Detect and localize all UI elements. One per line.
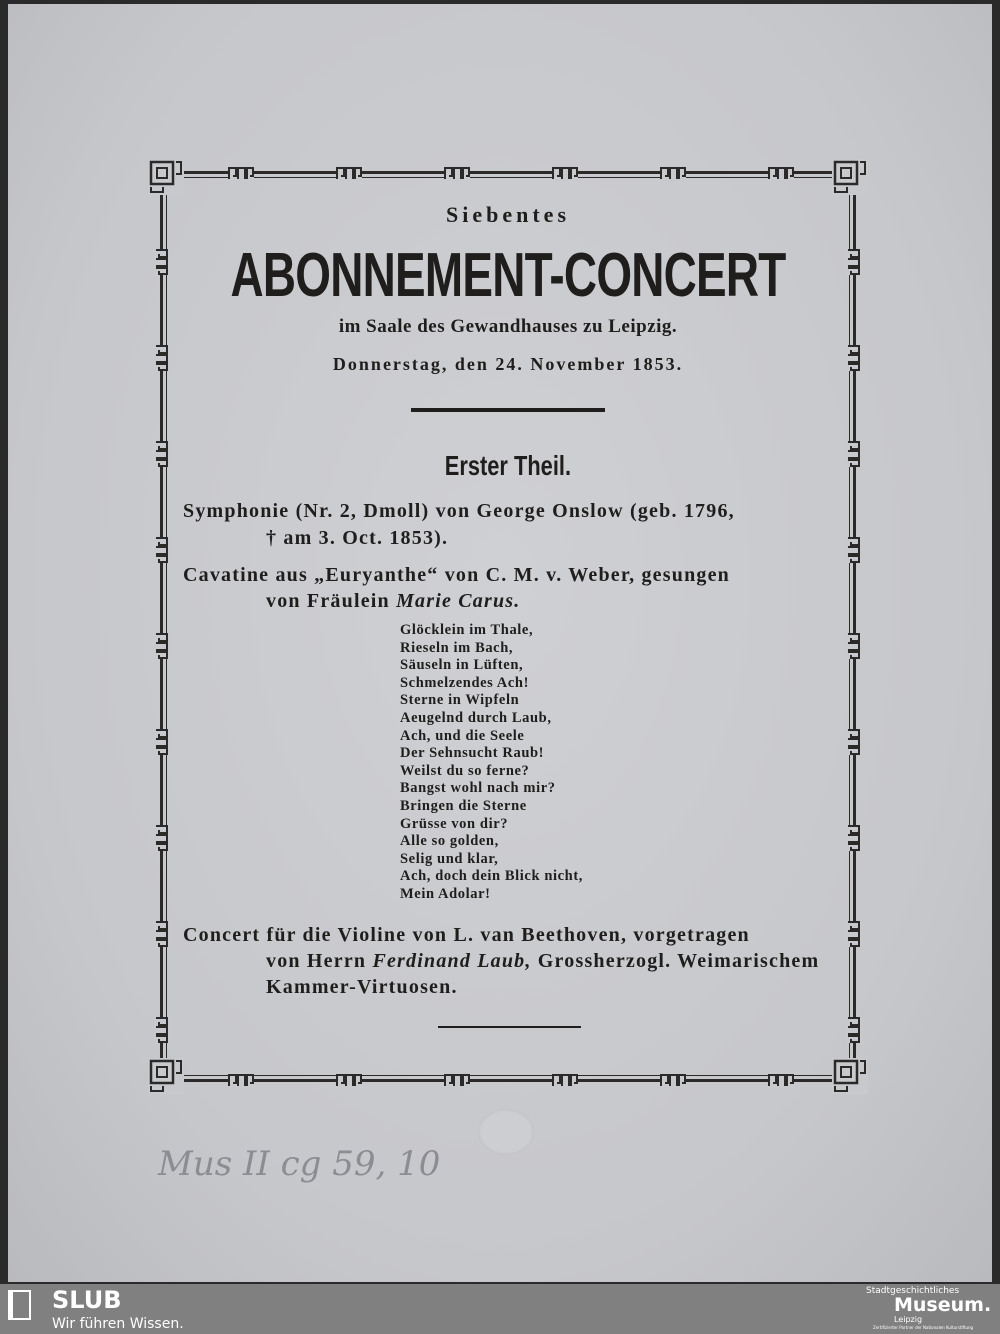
border-ornament-icon (846, 1017, 862, 1043)
poem-line: Bangst wohl nach mir? (400, 780, 556, 797)
poem-line: Alle so golden, (400, 833, 499, 850)
poem-line: Bringen die Sterne (400, 797, 527, 814)
border-ornament-icon (444, 165, 470, 181)
poem-line: Rieseln im Bach, (400, 639, 514, 656)
border-ornament-icon (154, 537, 170, 563)
slub-tagline: Wir führen Wissen. (52, 1316, 184, 1332)
border-ornament-icon (846, 633, 862, 659)
poem-line: Selig und klar, (400, 850, 499, 867)
poem-line: Grüsse von dir? (400, 815, 509, 832)
border-corner-icon (832, 159, 868, 195)
border-ornament-icon (768, 1072, 794, 1088)
venue: im Saale des Gewandhauses zu Leipzig. (338, 316, 678, 337)
border-ornament-icon (154, 825, 170, 851)
border-corner-icon (148, 1058, 184, 1094)
museum-city: Leipzig (894, 1315, 923, 1324)
item-concert: Concert für die Violine von L. van Beethoven, vorgetragen (183, 924, 750, 946)
poem-line: Der Sehnsucht Raub! (400, 745, 545, 762)
footer-bar (0, 1284, 1000, 1334)
border-ornament-icon (552, 1072, 578, 1088)
section-heading: Erster Theil. (444, 450, 572, 481)
item-concert-end: Kammer-Virtuosen. (266, 976, 458, 998)
poem-line: Weilst du so ferne? (400, 762, 530, 779)
poem-line: Sterne in Wipfeln (400, 692, 520, 709)
border-ornament-icon (336, 165, 362, 181)
border-ornament-icon (846, 825, 862, 851)
poem-line: Säuseln in Lüften, (400, 657, 524, 674)
poem-line: Mein Adolar! (400, 885, 491, 902)
border-corner-icon (832, 1058, 868, 1094)
document-page (8, 4, 992, 1282)
item-cavatine-cont: von Fräulein Marie Carus. (266, 590, 521, 612)
poster-title: ABONNEMENT-CONCERT (230, 241, 786, 310)
border-ornament-icon (552, 165, 578, 181)
item-symphonie: Symphonie (Nr. 2, Dmoll) von George Onslow (geb. 1796, (183, 500, 735, 522)
item-symphonie-cont: † am 3. Oct. 1853). (266, 527, 449, 549)
border-ornament-icon (154, 729, 170, 755)
border-ornament-icon (660, 1072, 686, 1088)
poem-line: Schmelzendes Ach! (400, 674, 530, 691)
slub-name: SLUB (52, 1286, 122, 1314)
border-corner-icon (148, 159, 184, 195)
border-ornament-icon (228, 165, 254, 181)
border-ornament-icon (444, 1072, 470, 1088)
poem (400, 622, 583, 904)
poem-line: Aeugelnd durch Laub, (400, 709, 552, 726)
slub-logo-icon (8, 1290, 31, 1320)
border-ornament-icon (228, 1072, 254, 1088)
concert-date: Donnerstag, den 24. November 1853. (332, 354, 684, 374)
concert-number: Siebentes (446, 202, 570, 227)
poem-line: Glöcklein im Thale, (400, 622, 534, 638)
poem-line: Ach, und die Seele (400, 727, 525, 744)
poem-line: Ach, doch dein Blick nicht, (400, 868, 583, 885)
border-ornament-icon (336, 1072, 362, 1088)
border-ornament-icon (768, 165, 794, 181)
shelfmark: Mus II cg 59, 10 (158, 1144, 441, 1184)
item-concert-cont: von Herrn Ferdinand Laub, Grossherzogl. Weimarischem (266, 950, 820, 972)
border-ornament-icon (154, 633, 170, 659)
museum-name: Museum. (894, 1294, 992, 1316)
border-ornament-icon (154, 921, 170, 947)
divider (411, 408, 605, 412)
border-ornament-icon (846, 921, 862, 947)
museum-note: Zertifizierter Partner der Nationalen Kulturstiftung (873, 1325, 974, 1330)
border-ornament-icon (846, 537, 862, 563)
museum-top: Stadtgeschichtliches (866, 1286, 960, 1296)
border-ornament-icon (660, 165, 686, 181)
border-ornament-icon (154, 1017, 170, 1043)
border-ornament-icon (846, 729, 862, 755)
library-stamp (478, 1109, 534, 1155)
end-divider (438, 1026, 581, 1028)
item-cavatine: Cavatine aus „Euryanthe“ von C. M. v. Weber, gesungen (183, 564, 730, 586)
